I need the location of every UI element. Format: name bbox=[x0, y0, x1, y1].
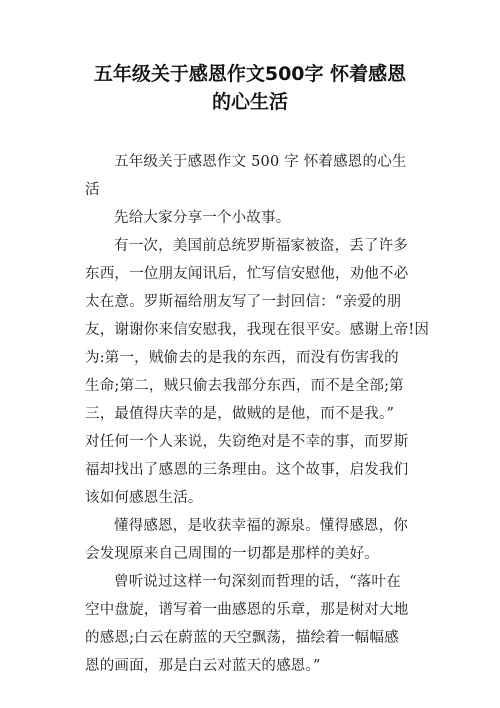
body-text-line: 友，谢谢你来信安慰我，我现在很平安。感谢上帝!因 bbox=[85, 322, 430, 338]
body-text-line: 生命;第二，贼只偷去我部分东西，而不是全部;第 bbox=[85, 378, 404, 394]
body-text-line: 会发现原来自己周围的一切都是那样的美好。 bbox=[85, 546, 379, 562]
body-text-line: 对任何一个人来说，失窃绝对是不幸的事，而罗斯 bbox=[85, 434, 409, 450]
body-text-line: 先给大家分享一个小故事。 bbox=[114, 210, 291, 226]
body-text-line: 的感恩;白云在蔚蓝的天空飘荡，描绘着一幅幅感 bbox=[85, 630, 399, 646]
body-text-line: 有一次，美国前总统罗斯福家被盗，丢了许多 bbox=[114, 238, 408, 254]
body-text-line: 为:第一，贼偷去的是我的东西，而没有伤害我的 bbox=[85, 350, 399, 366]
body-text-line: 恩的画面，那是白云对蓝天的感恩。” bbox=[85, 658, 321, 674]
body-text-line: 曾听说过这样一句深刻而哲理的话，“落叶在 bbox=[114, 574, 401, 590]
body-text-line: 太在意。罗斯福给朋友写了一封回信：“亲爱的朋 bbox=[85, 294, 402, 310]
title-line-2: 的心生活 bbox=[211, 91, 288, 113]
document-body bbox=[85, 148, 430, 680]
title-line-1: 五年级关于感恩作文500字 怀着感恩 bbox=[93, 63, 407, 85]
document-title bbox=[40, 60, 460, 116]
body-text-line: 五年级关于感恩作文 500 字 怀着感恩的心生 bbox=[114, 154, 407, 170]
body-text-line: 福却找出了感恩的三条理由。这个故事，启发我们 bbox=[85, 462, 409, 478]
body-text-line: 三，最值得庆幸的是，做贼的是他，而不是我。” bbox=[85, 406, 395, 422]
body-text-line: 东西，一位朋友闻讯后，忙写信安慰他，劝他不必 bbox=[85, 266, 409, 282]
body-text-line: 活 bbox=[85, 182, 100, 198]
body-text-line: 懂得感恩，是收获幸福的源泉。懂得感恩，你 bbox=[114, 518, 408, 534]
body-text-line: 该如何感恩生活。 bbox=[85, 490, 203, 506]
body-text-line: 空中盘旋，谱写着一曲感恩的乐章，那是树对大地 bbox=[85, 602, 409, 618]
